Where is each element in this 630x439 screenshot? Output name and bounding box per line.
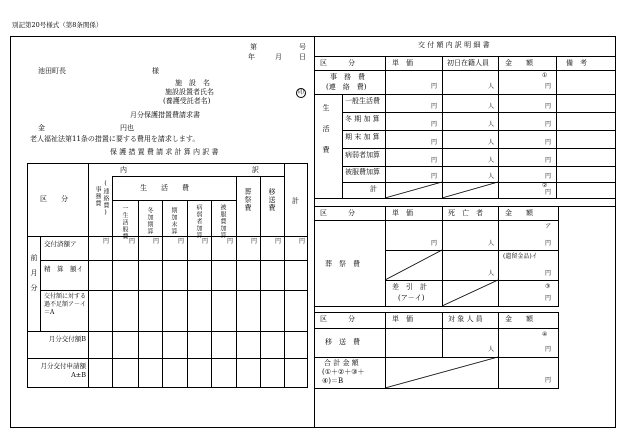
- r3-row-iso: 移 送 費: [325, 338, 360, 346]
- r1-row-jimu: 事 務 費: [330, 73, 365, 81]
- right-title: 交 付 額 内 訳 明 細 書: [418, 41, 490, 49]
- calc-table: [27, 163, 308, 388]
- r2-row-sosai: 葬 祭 費: [325, 260, 360, 268]
- row-getsubun-kofu: 月分交付額B: [48, 335, 86, 343]
- doc-year: 年: [248, 53, 255, 61]
- r1-row-kimatsu: 期 末 加 算: [345, 133, 380, 141]
- facility-name-label: 施 設 名: [175, 79, 210, 87]
- seal-icon: 印: [297, 89, 304, 96]
- r2-mark3: ③: [545, 283, 551, 290]
- col-hifuku: 被服費加算: [219, 204, 226, 239]
- col-kubun: 区 分: [40, 195, 68, 203]
- r2-nin-2: 人: [488, 270, 495, 277]
- r1-col-kingaku: 金 額: [505, 59, 533, 67]
- uchiwake-label-2: 訳: [252, 166, 259, 174]
- r1-nin-3: 人: [488, 139, 495, 146]
- r3-col-kubun: 区 分: [320, 315, 355, 323]
- unit-yen-7: 円: [251, 238, 258, 245]
- r1-col-biko: 備 考: [566, 59, 587, 67]
- r2-nin-1: 人: [488, 240, 495, 247]
- r3-amt: 円: [545, 346, 552, 353]
- r3-gokei-amt: 円: [545, 377, 552, 384]
- r2-yen-1: 円: [431, 240, 438, 247]
- r2-amt-3: 円: [545, 295, 552, 302]
- unit-yen-9: 円: [299, 238, 306, 245]
- r2-col-shibou: 死 亡 者: [448, 209, 483, 217]
- trustee-label: (養護受託者名): [163, 97, 211, 105]
- r1-amt-2: 円: [545, 121, 552, 128]
- r3-gokei-3: ④)＝B: [322, 377, 344, 385]
- r1-amt-1: 円: [545, 103, 552, 110]
- r1-yen-4: 円: [431, 157, 438, 164]
- r1-row-kei: 計: [370, 185, 377, 193]
- r1-row-byojaku: 病弱者加算: [345, 151, 380, 159]
- col-seikatsu: 生 活 費: [140, 184, 189, 192]
- r1-amt-4: 円: [545, 157, 552, 164]
- col-fuyu: 冬加期算: [146, 207, 153, 235]
- r1-row-ippan: 一般生活費: [345, 97, 380, 105]
- r1-row-jimu2: (連 絡 費): [326, 83, 367, 91]
- r1-yen-5: 円: [431, 173, 438, 180]
- facility-owner-label: 施設設置者氏名: [165, 88, 214, 96]
- r1-mark1: ①: [542, 72, 548, 79]
- row-kofu-zumi: 交付済額ア: [44, 240, 77, 248]
- r3-col-taisho: 対 象 人 員: [448, 315, 483, 323]
- col-kikan: 期加末算: [170, 207, 177, 235]
- r2-row-sashihiki: 差 引 計: [392, 283, 427, 291]
- r1-jimu-nin: 人: [488, 83, 495, 90]
- amount-suffix: 円也: [120, 124, 134, 132]
- r1-amt-5: 円: [545, 173, 552, 180]
- col-byojaku: 病弱者加算: [195, 204, 202, 239]
- r3-nin: 人: [488, 346, 495, 353]
- r2-amt-2: 円: [545, 270, 552, 277]
- doc-no-label: 第: [250, 43, 257, 51]
- basis-text: 老人福祉法第11条の措置に要する費用を請求します。: [30, 135, 200, 143]
- r1-yen-1: 円: [431, 103, 438, 110]
- r1-row-hifuku: 被服費加算: [345, 168, 380, 176]
- row-seisan: 精 算 額イ: [44, 265, 83, 273]
- doc-no-suffix: 号: [299, 43, 306, 51]
- r2-col-kingaku: 金 額: [505, 209, 533, 217]
- uchiwake-label: 内: [120, 166, 127, 174]
- r2-row-sashihiki2: (ア－イ): [398, 294, 425, 302]
- r2-col-tanka: 単 価: [392, 209, 413, 217]
- r1-nin-2: 人: [488, 121, 495, 128]
- r3-gokei-1: 合 計 金 額: [324, 359, 359, 367]
- r1-amt-3: 円: [545, 139, 552, 146]
- doc-day: 日: [299, 53, 306, 61]
- r1-nin-5: 人: [488, 173, 495, 180]
- unit-yen-8: 円: [275, 238, 282, 245]
- unit-yen-6: 円: [227, 238, 234, 245]
- row-getsubun-shinsei: 月分交付申請額A±B: [40, 362, 86, 379]
- col-ippan: 一生活般費: [121, 205, 128, 240]
- amount-label: 金: [38, 124, 45, 132]
- calc-title: 保 護 措 置 費 請 求 計 算 内 訳 書: [110, 148, 219, 156]
- r1-col-tanka: 単 価: [392, 59, 413, 67]
- r1-jimu-total-yen: 円: [545, 83, 552, 90]
- unit-yen-4: 円: [178, 238, 185, 245]
- form-id: 別記第20号様式（第8条関係）: [12, 21, 103, 29]
- unit-yen-3: 円: [153, 238, 160, 245]
- r1-nin-1: 人: [488, 103, 495, 110]
- r2-col-kubun: 区 分: [320, 209, 355, 217]
- r1-yen-2: 円: [431, 121, 438, 128]
- r3-gokei-2: (①＋②＋③＋: [322, 368, 365, 376]
- r1-group-seikatsu: 生活費: [322, 104, 330, 167]
- r1-jimu-yen: 円: [431, 83, 438, 90]
- r1-amt-kei: 円: [545, 189, 552, 196]
- doc-month: 月: [275, 53, 282, 61]
- col-iso: 移送費: [268, 188, 276, 212]
- r3-mark4: ④: [542, 331, 548, 338]
- col-sosai: 葬祭費: [244, 188, 252, 212]
- r3-col-kingaku: 金 額: [505, 315, 533, 323]
- r1-yen-3: 円: [431, 139, 438, 146]
- request-title: 月分保護措置費請求書: [130, 111, 200, 119]
- unit-yen-5: 円: [202, 238, 209, 245]
- honorific: 様: [152, 67, 159, 75]
- r2-mark-a: ア: [545, 223, 552, 230]
- unit-yen-1: 円: [103, 238, 110, 245]
- r2-amt-1: 円: [545, 240, 552, 247]
- row-kabusoku: 交付額に対する過不足額ア－イ＝A: [44, 293, 87, 316]
- col-jimuhi: 事務費: [94, 186, 101, 207]
- r1-nin-4: 人: [488, 157, 495, 164]
- unit-yen-2: 円: [129, 238, 136, 245]
- r2-ihin: (遺留金品)イ: [503, 253, 538, 260]
- r3-col-tanka: 単 価: [392, 315, 413, 323]
- addressee: 池田町長: [38, 67, 66, 75]
- col-kei: 計: [292, 197, 299, 205]
- col-renraku: (連絡費): [102, 180, 109, 217]
- r1-row-fuyu: 冬 期 加 算: [345, 115, 380, 123]
- r1-col-kubun: 区 分: [320, 59, 355, 67]
- r1-col-shoki: 初日在籍人員: [447, 59, 489, 67]
- row-zengetsu: 前月分: [30, 254, 38, 299]
- r1-mark2: ②: [542, 182, 548, 189]
